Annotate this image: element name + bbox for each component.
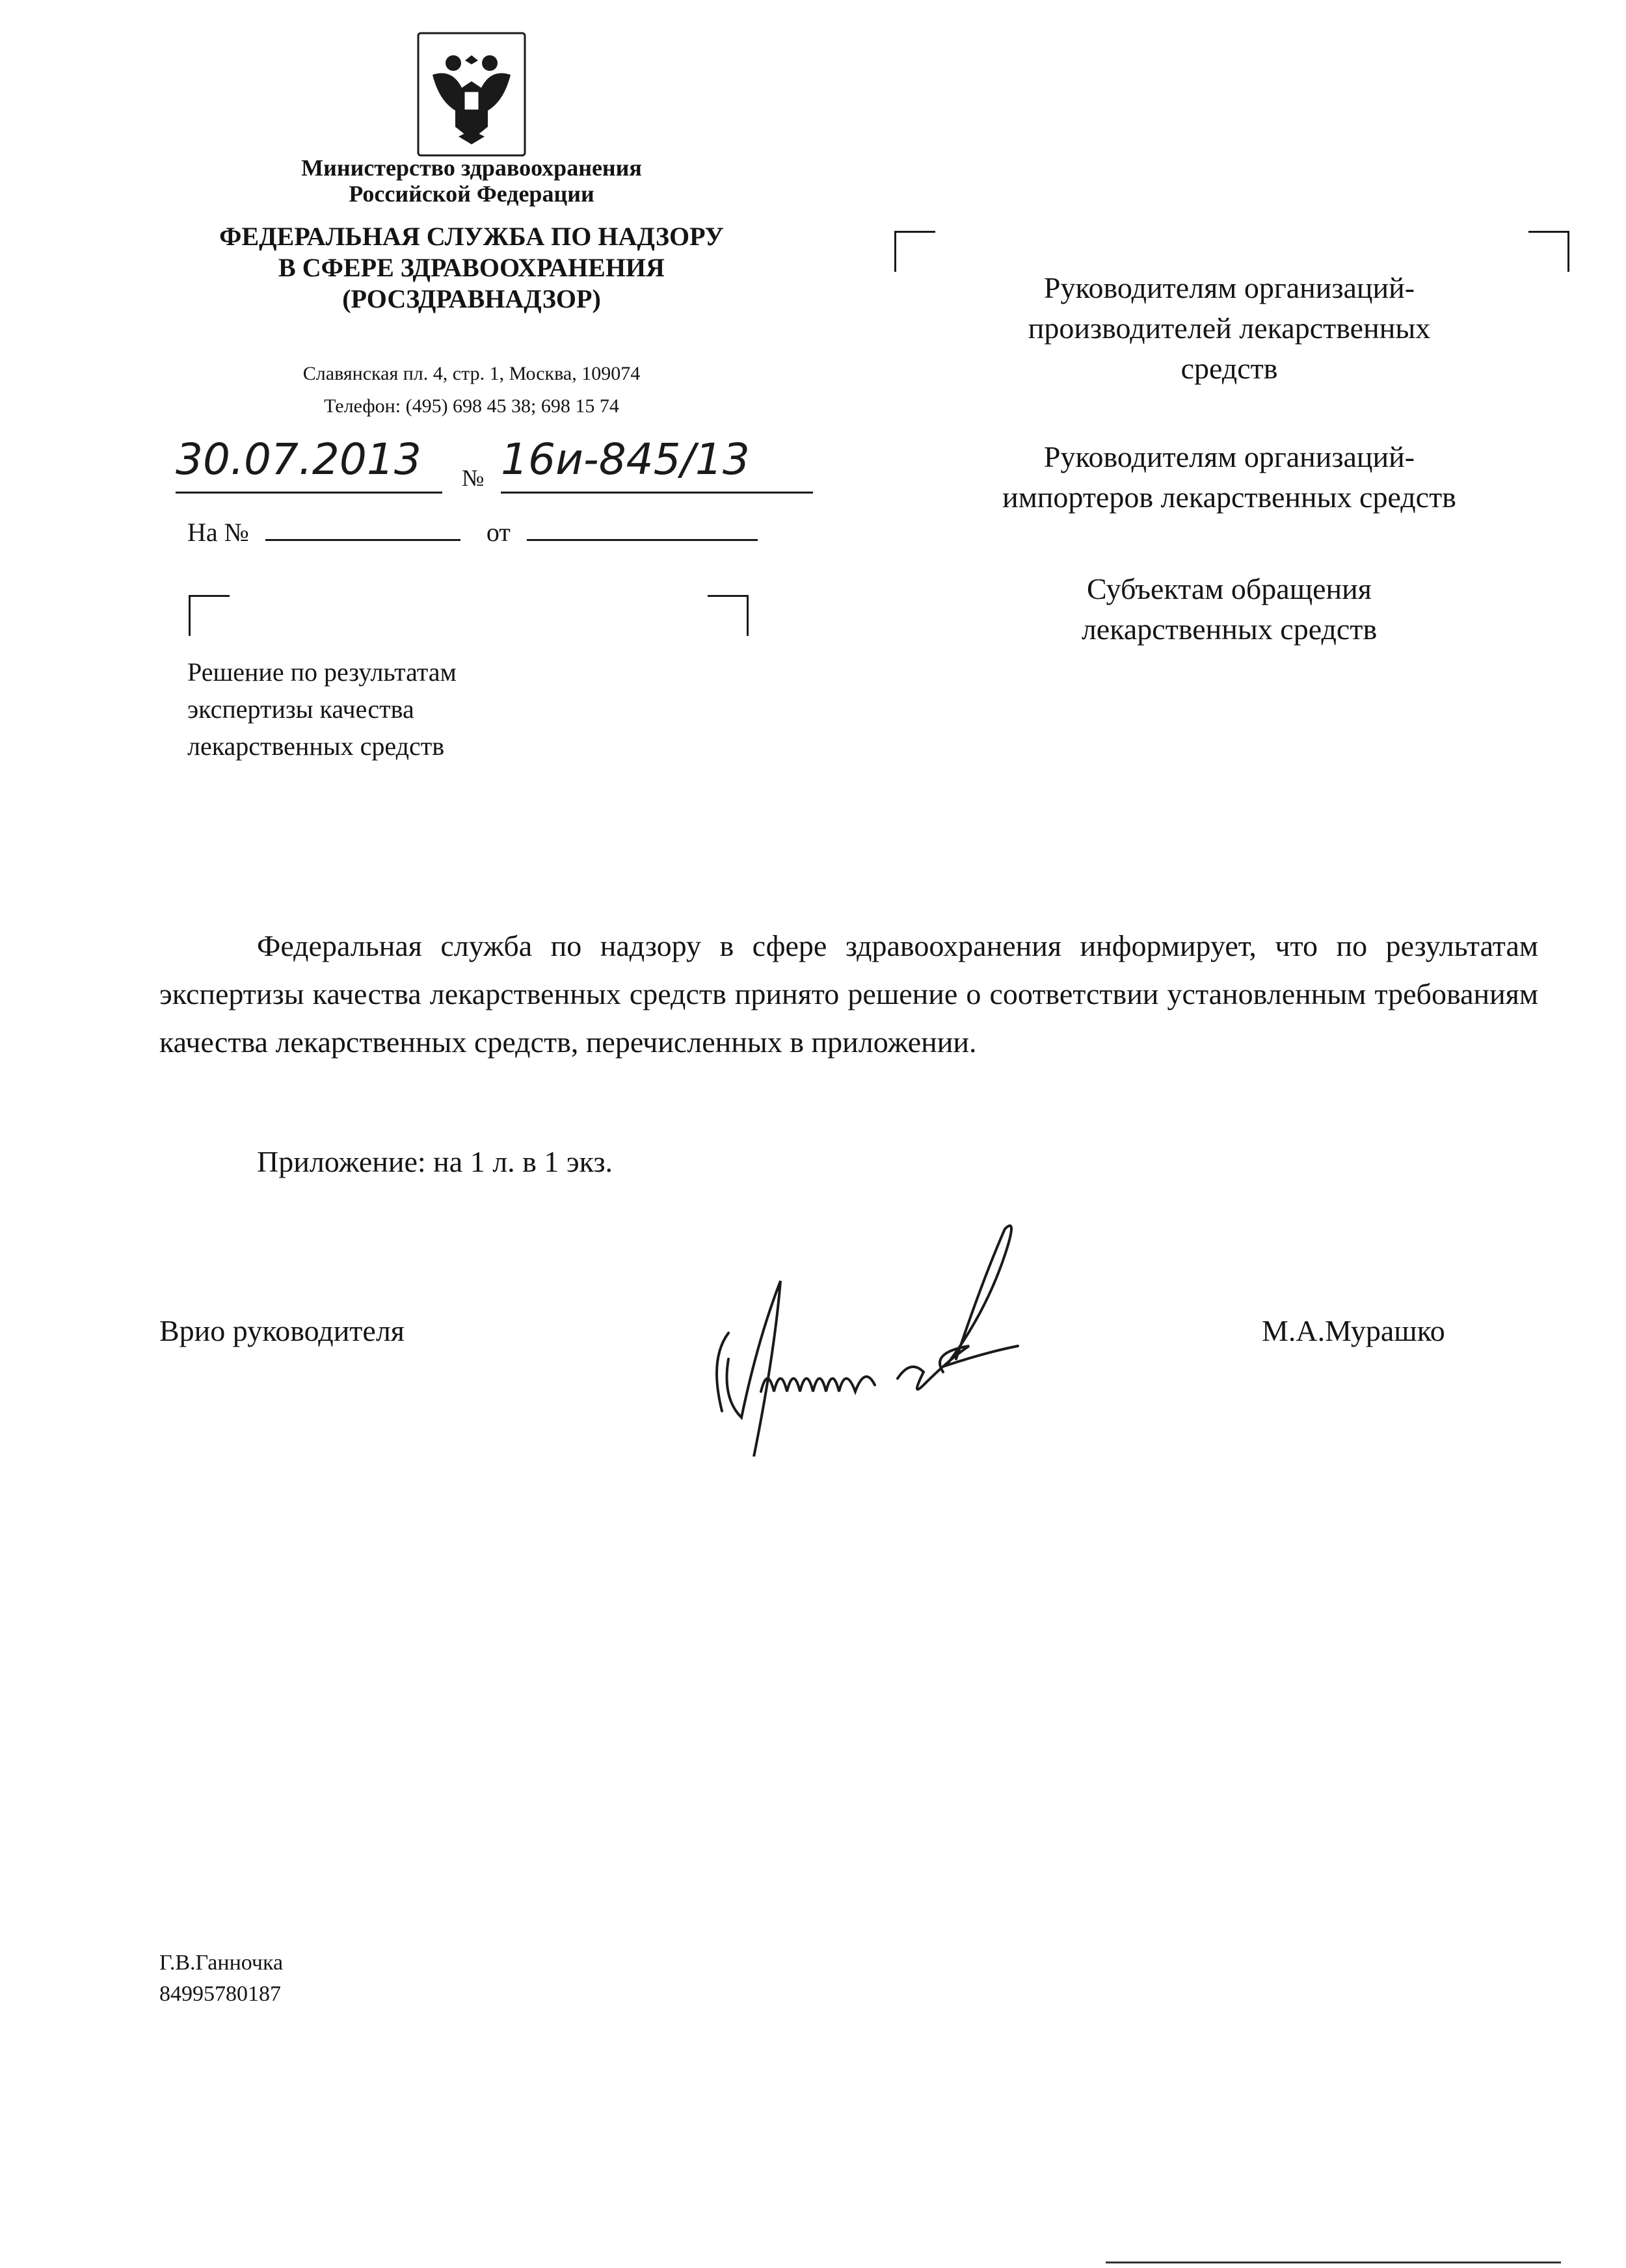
- addressee-3-line-2: лекарственных средств: [1081, 613, 1378, 646]
- agency-name: [150, 221, 793, 315]
- executor-name: Г.В.Ганночка: [159, 1951, 284, 1975]
- agency-line-2: В СФЕРЕ ЗДРАВООХРАНЕНИЯ: [278, 253, 665, 282]
- agency-phone: Телефон: (495) 698 45 38; 698 15 74: [324, 395, 619, 417]
- addressee-importers: [885, 437, 1574, 518]
- subject-line-1: Решение по результатам: [187, 657, 457, 687]
- reply-date-label: от: [486, 518, 511, 547]
- ministry-line-2: Российской Федерации: [349, 181, 594, 207]
- ministry-name: [163, 155, 780, 207]
- number-sign: №: [462, 465, 485, 491]
- addressee-2-line-1: Руководителям организаций-: [1043, 440, 1415, 473]
- subject-line-3: лекарственных средств: [187, 732, 445, 761]
- reply-reference-line: [187, 517, 758, 547]
- registration-date: 30.07.2013: [176, 434, 421, 484]
- document-subject: [187, 653, 457, 765]
- addressee-corner-right: [1528, 231, 1569, 272]
- executor-phone: 84995780187: [159, 1982, 281, 2006]
- agency-contacts: [169, 358, 774, 423]
- addressee-1-line-1: Руководителям организаций-: [1043, 271, 1415, 304]
- agency-line-3: (РОСЗДРАВНАДЗОР): [342, 284, 601, 313]
- subject-line-2: экспертизы качества: [187, 694, 414, 724]
- addressee-1-line-2: производителей лекарственных: [1028, 311, 1431, 345]
- reply-number-label: На №: [187, 518, 249, 547]
- addressee-manufacturers: [885, 268, 1574, 389]
- agency-address: Славянская пл. 4, стр. 1, Москва, 109074: [302, 363, 641, 384]
- attachment-note: Приложение: на 1 л. в 1 экз.: [257, 1145, 613, 1178]
- addressee-2-line-2: импортеров лекарственных средств: [1002, 481, 1456, 514]
- addressee-3-line-1: Субъектам обращения: [1087, 572, 1372, 605]
- ministry-line-1: Министерство здравоохранения: [301, 155, 642, 181]
- agency-line-1: ФЕДЕРАЛЬНАЯ СЛУЖБА ПО НАДЗОРУ: [219, 222, 724, 251]
- signer-position: Врио руководителя: [159, 1314, 405, 1347]
- signer-name: М.А.Мурашко: [1262, 1314, 1445, 1347]
- footer-divider: [1106, 2261, 1561, 2263]
- executor-info: [159, 1947, 283, 2010]
- double-headed-eagle-icon: [413, 29, 530, 159]
- handwritten-signature-icon: [683, 1216, 1047, 1457]
- addressee-circulation-subjects: [885, 569, 1574, 650]
- subject-corner-right: [708, 595, 749, 636]
- body-paragraph: Федеральная служба по надзору в сфере здравоохранения информирует, что по результатам экспертизы качества лекарственных средств принято решение о соответствии установленным требованиям качества лекарственных средств, перечисленных в приложении.: [159, 929, 1538, 1059]
- registration-number: 16и-845/13: [501, 434, 750, 484]
- subject-corner-left: [189, 595, 230, 636]
- addressee-corner-left: [894, 231, 935, 272]
- addressee-1-line-3: средств: [1180, 352, 1278, 385]
- registration-line: [176, 434, 826, 499]
